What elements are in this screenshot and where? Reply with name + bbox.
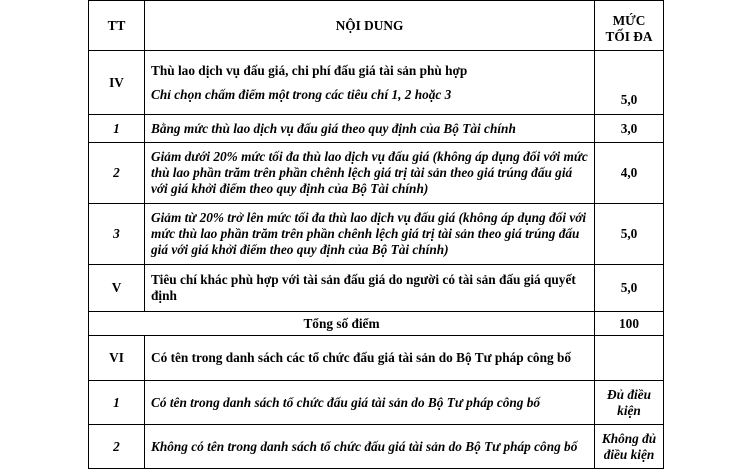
row-value [595, 336, 664, 381]
table-row-iv-2 [89, 143, 664, 204]
row-text: Có tên trong danh sách các tổ chức đấu giá tài sản do Bộ Tư pháp công bố [145, 336, 595, 381]
row-value: 5,0 [595, 265, 664, 312]
table-row-iv-3 [89, 204, 664, 265]
row-content [145, 51, 595, 115]
row-value: 5,0 [595, 51, 664, 115]
criteria-table-wrapper [88, 0, 663, 469]
header-max-line2: TỐI ĐA [605, 28, 653, 44]
row-note: Chỉ chọn chấm điểm một trong các tiêu chí 1, 2 hoặc 3 [151, 86, 452, 102]
table-row-iv [89, 51, 664, 115]
total-row [89, 312, 664, 336]
header-tt: TT [89, 1, 145, 51]
row-number: 1 [89, 381, 145, 425]
row-value: 5,0 [595, 204, 664, 265]
table-row-vi-1 [89, 381, 664, 425]
total-label: Tổng số điểm [89, 312, 595, 336]
row-number: 2 [89, 425, 145, 469]
row-number: 3 [89, 204, 145, 265]
header-max [595, 1, 664, 51]
header-row [89, 1, 664, 51]
row-text: Thù lao dịch vụ đấu giá, chi phí đấu giá tài sản phù hợp [151, 62, 468, 78]
row-value: 4,0 [595, 143, 664, 204]
row-number: V [89, 265, 145, 312]
table-row-v [89, 265, 664, 312]
row-text: Có tên trong danh sách tổ chức đấu giá tài sản do Bộ Tư pháp công bố [145, 381, 595, 425]
row-number: VI [89, 336, 145, 381]
row-value: Không đủ điều kiện [595, 425, 664, 469]
row-number: 2 [89, 143, 145, 204]
row-text: Giảm từ 20% trở lên mức tối đa thù lao dịch vụ đấu giá (không áp dụng đối với mức thù lao phần trăm trên phần chênh lệch giá trị tài sản theo giá trúng đấu giá với giá khởi điểm theo quy định của Bộ Tài chính) [145, 204, 595, 265]
table-row-iv-1 [89, 115, 664, 143]
row-value: Đủ điều kiện [595, 381, 664, 425]
table-row-vi [89, 336, 664, 381]
row-text: Không có tên trong danh sách tổ chức đấu giá tài sản do Bộ Tư pháp công bố [145, 425, 595, 469]
row-number: 1 [89, 115, 145, 143]
row-text: Bằng mức thù lao dịch vụ đấu giá theo quy định của Bộ Tài chính [145, 115, 595, 143]
row-text: Tiêu chí khác phù hợp với tài sản đấu giá do người có tài sản đấu giá quyết định [145, 265, 595, 312]
header-max-line1: MỨC [612, 12, 646, 28]
row-number: IV [89, 51, 145, 115]
header-content: NỘI DUNG [145, 1, 595, 51]
criteria-table [88, 0, 664, 469]
row-text: Giảm dưới 20% mức tối đa thù lao dịch vụ đấu giá (không áp dụng đối với mức thù lao phần trăm trên phần chênh lệch giá trị tài sản theo giá trúng đấu giá với giá khởi điểm theo quy định của Bộ Tài chính) [145, 143, 595, 204]
total-value: 100 [595, 312, 664, 336]
row-value: 3,0 [595, 115, 664, 143]
table-row-vi-2 [89, 425, 664, 469]
